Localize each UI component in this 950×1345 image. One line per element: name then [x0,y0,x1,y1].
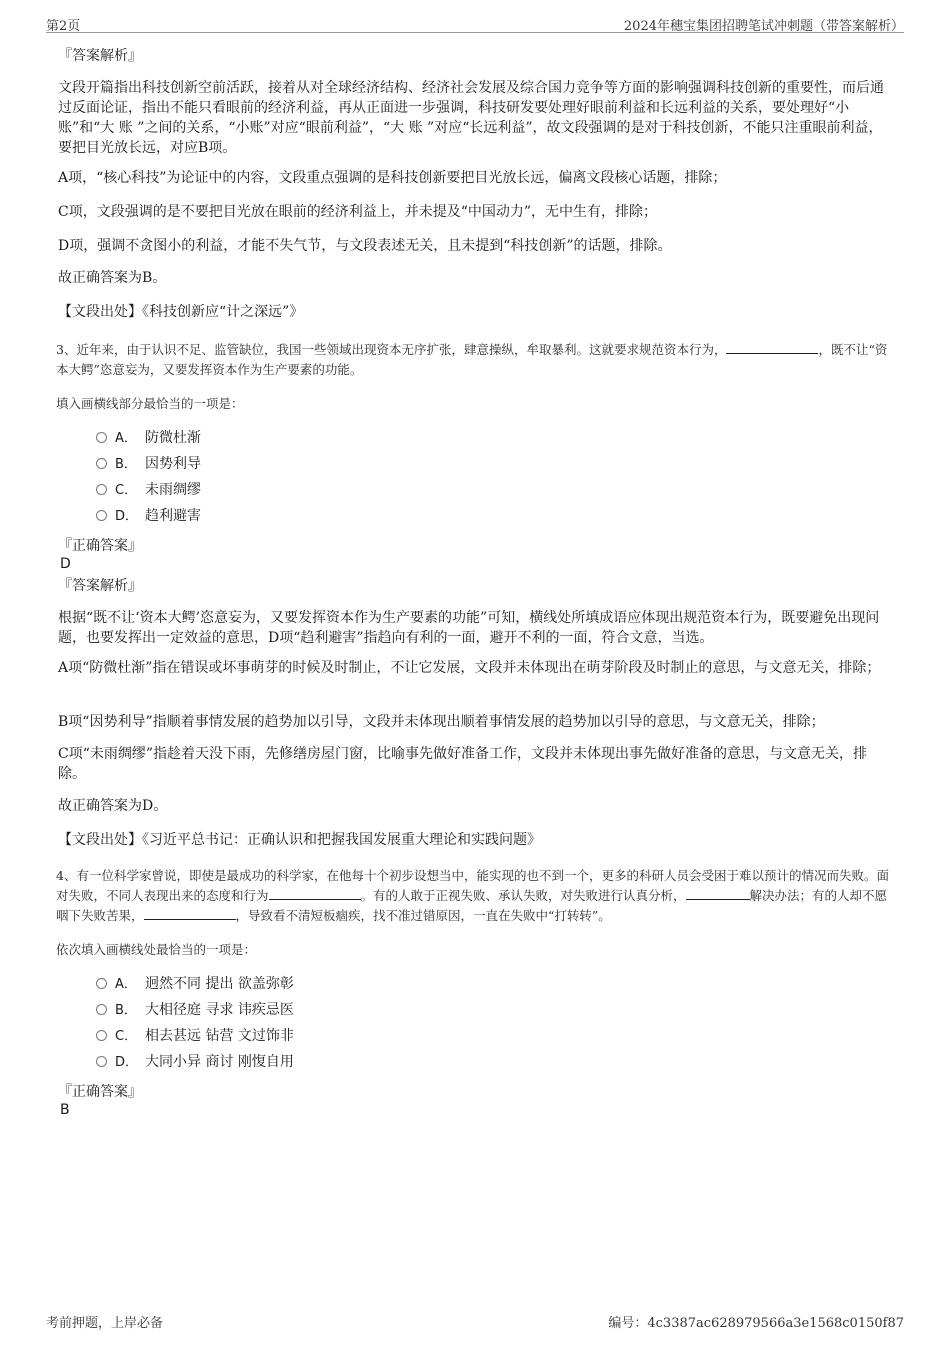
fill-blank [269,887,361,900]
page-header [46,12,904,33]
radio-icon[interactable] [96,1056,107,1067]
document-title: 2024年穗宝集团招聘笔试冲刺题（带答案解析） [623,19,904,34]
option-c[interactable] [96,1026,294,1046]
radio-icon[interactable] [96,510,107,521]
option-a[interactable] [96,974,294,994]
option-text: 大相径庭 寻求 讳疾忌医 [145,1002,294,1018]
option-letter: C． [115,1029,138,1044]
question-text: 3、近年来，由于认识不足、监管缺位，我国一些领域出现资本无序扩张，肆意操纵，牟取暴利。这就要求规范资本行为， [56,342,727,357]
correct-answer-tag: 『正确答案』 [58,538,142,554]
fill-blank [144,907,236,920]
option-letter: A． [115,431,137,446]
option-text: 迥然不同 提出 欲盖弥彰 [145,976,294,992]
radio-icon[interactable] [96,484,107,495]
analysis-tag: 『答案解析』 [58,578,142,594]
option-b[interactable] [96,1000,294,1020]
source-citation: 【文段出处】《习近平总书记：正确认识和把握我国发展重大理论和实践问题》 [58,832,541,848]
question-stem [56,866,896,926]
option-c[interactable] [96,480,201,500]
question-text: 解决办法；有的人却不愿咽下失败苦果， [56,888,888,923]
question-stem [56,340,896,380]
document-id: 编号：4c3387ac628979566a3e1568c0150f87 [608,1316,904,1331]
option-letter: A． [115,977,137,992]
option-d[interactable] [96,506,201,526]
option-text: 未雨绸缪 [145,482,201,498]
radio-icon[interactable] [96,1030,107,1041]
correct-answer: B [60,1102,70,1118]
conclusion: 故正确答案为D。 [58,798,168,814]
question-text: 4、有一位科学家曾说，即使是最成功的科学家，在他每十个初步设想当中，能实现的也不到一个，更多的科研人员会受困于难以预计的情况而失败。面对失败，不同人表现出来的态度和行为 [56,868,889,903]
option-a[interactable] [96,428,201,448]
fill-blank [686,887,750,900]
option-letter: B． [115,457,137,472]
option-b[interactable] [96,454,201,474]
correct-answer-tag: 『正确答案』 [58,1084,142,1100]
page-number: 第2页 [46,19,81,34]
option-letter: D． [115,1055,139,1070]
option-explanation-d: D项，强调不贪图小的利益，才能不失气节，与文段表述无关，且未提到“科技创新”的话题，排除。 [58,238,672,254]
conclusion: 故正确答案为B。 [58,270,167,286]
option-text: 相去甚远 钻营 文过饰非 [145,1028,294,1044]
question-text: ，既不让“资本大鳄”恣意妄为，又要发挥资本作为生产要素的功能。 [56,342,888,377]
option-letter: D． [115,509,139,524]
option-explanation-a: A项“防微杜渐”指在错误或坏事萌芽的时候及时制止，不让它发展，文段并未体现出在萌芽阶段及时制止的意思，与文意无关，排除； [58,660,881,676]
option-text: 趋利避害 [145,508,201,524]
question-text: 。有的人敢于正视失败、承认失败，对失败进行认真分析， [360,888,686,903]
fill-blank [726,341,818,354]
option-explanation-b: B项“因势利导”指顺着事情发展的趋势加以引导，文段并未体现出顺着事情发展的趋势加以引导的意思，与文意无关，排除； [58,714,825,730]
question-text: ，导致看不清短板痼疾，找不准过错原因，一直在失败中“打转转”。 [235,908,611,923]
option-text: 因势利导 [145,456,201,472]
footer-slogan: 考前押题，上岸必备 [46,1316,164,1331]
option-explanation-c: C项，文段强调的是不要把目光放在眼前的经济利益上，并未提及“中国动力”，无中生有，排除； [58,204,658,220]
analysis-paragraph: 根据“既不让‘资本大鳄’恣意妄为，又要发挥资本作为生产要素的功能”可知，横线处所填成语应体现出规范资本行为，既要避免出现问题，也要发挥出一定效益的意思，D项“趋利避害”指趋向有利的一面，避开不利的一面，符合文意，当选。 [58,610,880,646]
option-text: 大同小异 商讨 刚愎自用 [145,1054,294,1070]
radio-icon[interactable] [96,978,107,989]
correct-answer: D [60,556,71,572]
analysis-tag: 『答案解析』 [58,48,142,64]
option-explanation-c: C项“未雨绸缪”指趁着天没下雨，先修缮房屋门窗，比喻事先做好准备工作，文段并未体现出事先做好准备的意思，与文意无关，排除。 [58,746,868,782]
option-letter: C． [115,483,138,498]
radio-icon[interactable] [96,1004,107,1015]
radio-icon[interactable] [96,458,107,469]
source-citation: 【文段出处】《科技创新应“计之深远”》 [58,304,304,320]
radio-icon[interactable] [96,432,107,443]
question-prompt: 填入画横线部分最恰当的一项是： [56,396,244,411]
option-letter: B． [115,1003,137,1018]
question-prompt: 依次填入画横线处最恰当的一项是： [56,942,257,957]
option-text: 防微杜渐 [145,430,201,446]
option-d[interactable] [96,1052,294,1072]
analysis-paragraph: 文段开篇指出科技创新空前活跃，接着从对全球经济结构、经济社会发展及综合国力竞争等方面的影响强调科技创新的重要性，而后通过反面论证，指出不能只看眼前的经济利益，再从正面进一步强调，科技研发要处理好眼前利益和长远利益的关系，要处理好“小账”和“大 账 ”之间的关系，“小账”对应“眼前利益”，“大 账 ”对应“长远利益”，故文段强调的是对于科技创新，不能只注重眼前利益，要把目光放长远，对应B项。 [58,80,884,156]
option-explanation-a: A项，“核心科技”为论证中的内容，文段重点强调的是科技创新要把目光放长远，偏离文段核心话题，排除； [58,170,727,186]
